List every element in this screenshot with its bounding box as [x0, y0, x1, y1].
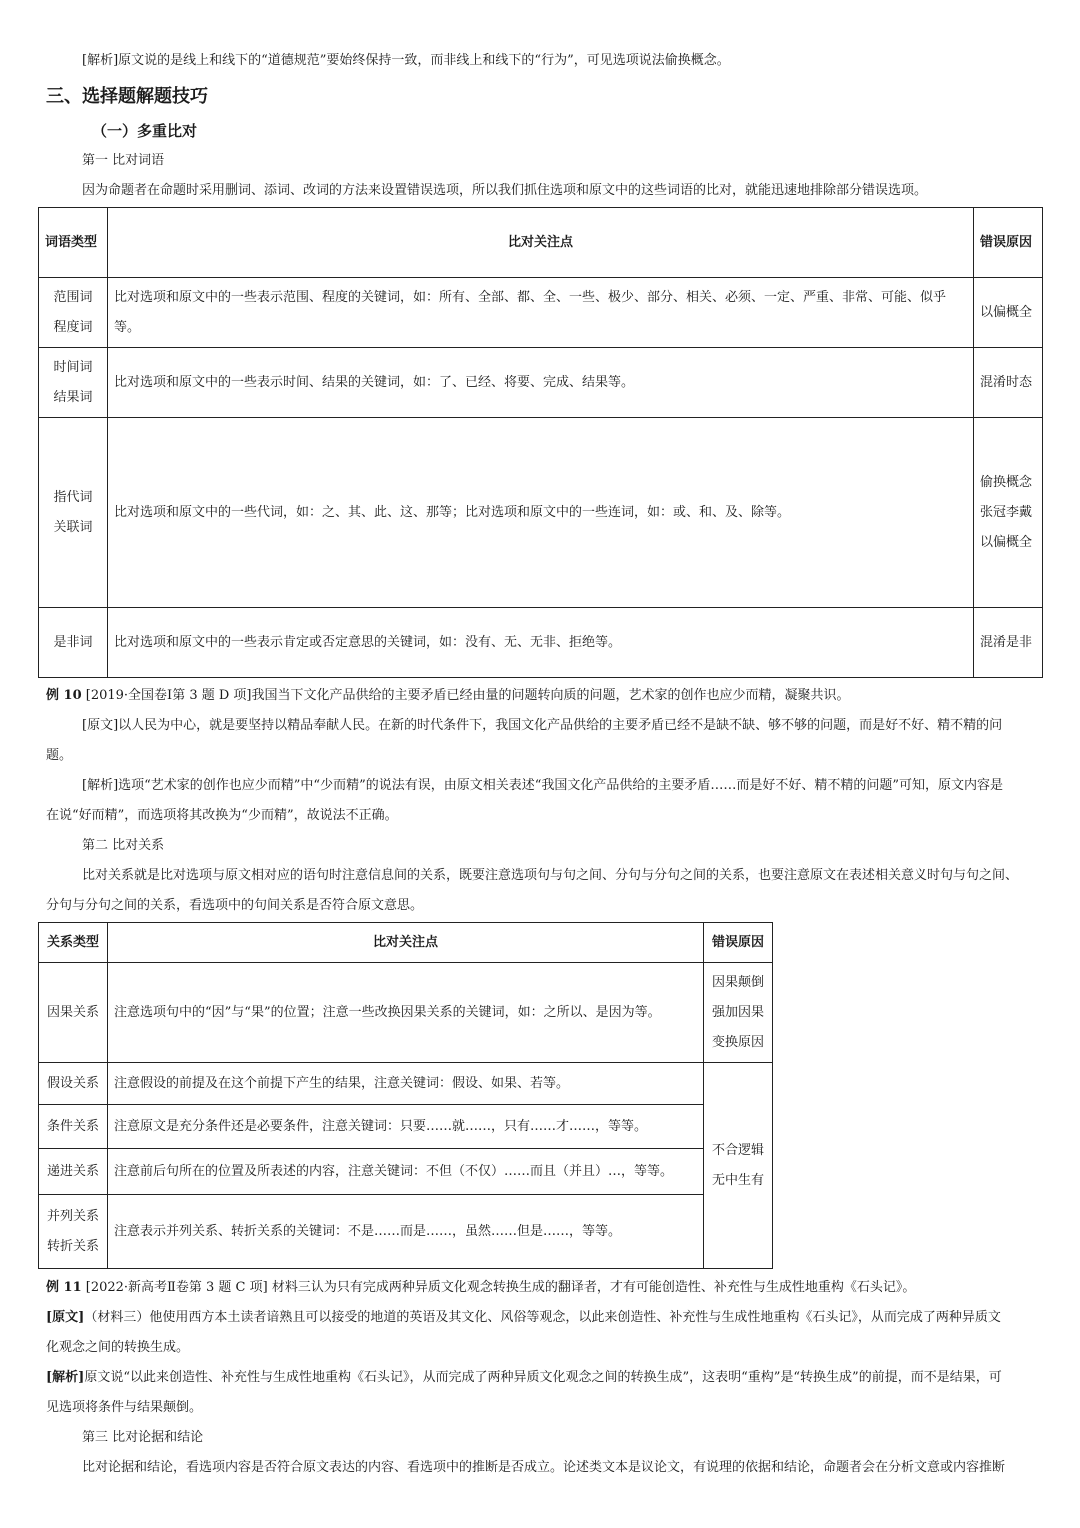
relation-comparison-table	[38, 922, 773, 1269]
example11-original-text: （材料三）他使用西方本土读者谙熟且可以接受的地道的英语及其文化、风俗等观念，以此来创造性、补充性与生成性地重构《石头记》，从而完成了两种异质文	[84, 1310, 1001, 1325]
table2-shared-reason: 不合逻辑 无中生有	[704, 1063, 773, 1269]
table-row	[39, 1063, 773, 1105]
table1-row2-focus: 比对选项和原文中的一些表示时间、结果的关键词，如：了、已经、将要、完成、结果等。	[108, 348, 974, 418]
table2-row2-focus: 注意假设的前提及在这个前提下产生的结果，注意关键词：假设、如果、若等。	[108, 1063, 704, 1105]
example10-original-1: [原文]以人民为中心，就是要坚持以精品奉献人民。在新的时代条件下，我国文化产品供给的主要矛盾已经不是缺不缺、够不够的问题，而是好不好、精不精的问	[82, 718, 1003, 733]
example11-analysis-1	[46, 1363, 1002, 1393]
table1-row1-focus: 比对选项和原文中的一些表示范围、程度的关键词，如：所有、全部、都、全、一些、极少、部分、相关、必须、一定、严重、非常、可能、似乎等。	[108, 278, 974, 348]
table1-row4-type: 是非词	[39, 608, 108, 678]
table1-row2-reason: 混淆时态	[974, 348, 1043, 418]
part1-text: 因为命题者在命题时采用删词、添词、改词的方法来设置错误选项，所以我们抓住选项和原文中的这些词语的比对，就能迅速地排除部分错误选项。	[82, 183, 928, 198]
table1-header-focus: 比对关注点	[108, 208, 974, 278]
table-row	[39, 348, 1043, 418]
table2-header-type: 关系类型	[39, 923, 108, 963]
table2-row3-type: 条件关系	[39, 1105, 108, 1149]
example10-text: [2019·全国卷Ⅰ第 3 题 D 项]我国当下文化产品供给的主要矛盾已经由量的问题转向质的问题，艺术家的创作也应少而精，凝聚共识。	[85, 688, 850, 703]
table1-header-reason: 错误原因	[974, 208, 1043, 278]
table-row	[39, 1149, 773, 1195]
table2-header-reason: 错误原因	[704, 923, 773, 963]
example11-text: [2022·新高考Ⅱ卷第 3 题 C 项] 材料三认为只有完成两种异质文化观念转换生成的翻译者，才有可能创造性、补充性与生成性地重构《石头记》。	[85, 1280, 916, 1295]
table1-row3-focus: 比对选项和原文中的一些代词，如：之、其、此、这、那等；比对选项和原文中的一些连词，如：或、和、及、除等。	[108, 418, 974, 608]
table-row	[39, 1105, 773, 1149]
table-row	[39, 418, 1043, 608]
table1-row1-type: 范围词 程度词	[39, 278, 108, 348]
table-row	[39, 278, 1043, 348]
example10-analysis-1: [解析]选项“艺术家的创作也应少而精”中“少而精”的说法有误，由原文相关表述“我国文化产品供给的主要矛盾……而是好不好、精不精的问题”可知，原文内容是	[82, 778, 1004, 793]
example11-label: 例 11	[46, 1280, 82, 1295]
table2-header-focus: 比对关注点	[108, 923, 704, 963]
example10-analysis-2: 在说“好而精”，而选项将其改换为“少而精”，故说法不正确。	[46, 808, 398, 823]
table2-row4-type: 递进关系	[39, 1149, 108, 1195]
example11-analysis-2: 见选项将条件与结果颠倒。	[46, 1400, 203, 1415]
table1-row4-focus: 比对选项和原文中的一些表示肯定或否定意思的关键词，如：没有、无、无非、拒绝等。	[108, 608, 974, 678]
section-title: 三、选择题解题技巧	[46, 86, 208, 107]
subsection-title: （一）多重比对	[92, 122, 198, 140]
part2-text-1: 比对关系就是比对选项与原文相对应的语句时注意信息间的关系，既要注意选项句与句之间、分句与分句之间的关系，也要注意原文在表述相关意义时句与句之间、	[82, 868, 1019, 883]
table2-row5-type: 并列关系 转折关系	[39, 1195, 108, 1269]
example11-analysis-label: [解析]	[46, 1370, 85, 1385]
part1-heading: 第一 比对词语	[82, 153, 165, 168]
table-row	[39, 963, 773, 1063]
example11-original-label: [原文]	[46, 1310, 85, 1325]
example11	[46, 1273, 915, 1303]
table1-row3-reason: 偷换概念 张冠李戴 以偏概全	[974, 418, 1043, 608]
table1-header-type: 词语类型	[39, 208, 108, 278]
table2-row5-focus: 注意表示并列关系、转折关系的关键词：不是……而是……，虽然……但是……，等等。	[108, 1195, 704, 1269]
table2-row1-focus: 注意选项句中的“因”与“果”的位置；注意一些改换因果关系的关键词，如：之所以、是因为等。	[108, 963, 704, 1063]
table2-row1-type: 因果关系	[39, 963, 108, 1063]
part2-heading: 第二 比对关系	[82, 838, 165, 853]
example11-original-2: 化观念之间的转换生成。	[46, 1340, 190, 1355]
table2-row2-type: 假设关系	[39, 1063, 108, 1105]
word-comparison-table	[38, 207, 1043, 678]
example11-original-1	[46, 1303, 1001, 1333]
part3-text-1: 比对论据和结论，看选项内容是否符合原文表达的内容、看选项中的推断是否成立。论述类文本是议论文，有说理的依据和结论，命题者会在分析文意或内容推断	[82, 1460, 1006, 1475]
table2-row4-focus: 注意前后句所在的位置及所表述的内容，注意关键词：不但（不仅）……而且（并且）…，等等。	[108, 1149, 704, 1195]
example10-original-2: 题。	[46, 748, 73, 763]
table-row	[39, 1195, 773, 1269]
table1-row4-reason: 混淆是非	[974, 608, 1043, 678]
table1-row2-type: 时间词 结果词	[39, 348, 108, 418]
table1-row3-type: 指代词 关联词	[39, 418, 108, 608]
table2-row1-reason: 因果颠倒 强加因果 变换原因	[704, 963, 773, 1063]
example11-analysis-text: 原文说“以此来创造性、补充性与生成性地重构《石头记》，从而完成了两种异质文化观念之间的转换生成”，这表明“重构”是“转换生成”的前提，而不是结果，可	[84, 1370, 1002, 1385]
table-row	[39, 608, 1043, 678]
example10-label: 例 10	[46, 688, 82, 703]
part2-text-2: 分句与分句之间的关系，看选项中的句间关系是否符合原文意思。	[46, 898, 424, 913]
part3-heading: 第三 比对论据和结论	[82, 1430, 204, 1445]
intro-analysis: [解析]原文说的是线上和线下的“道德规范”要始终保持一致，而非线上和线下的“行为”，可见选项说法偷换概念。	[82, 53, 730, 68]
example10	[46, 681, 850, 711]
table2-row3-focus: 注意原文是充分条件还是必要条件，注意关键词：只要……就……，只有……才……，等等。	[108, 1105, 704, 1149]
table1-row1-reason: 以偏概全	[974, 278, 1043, 348]
